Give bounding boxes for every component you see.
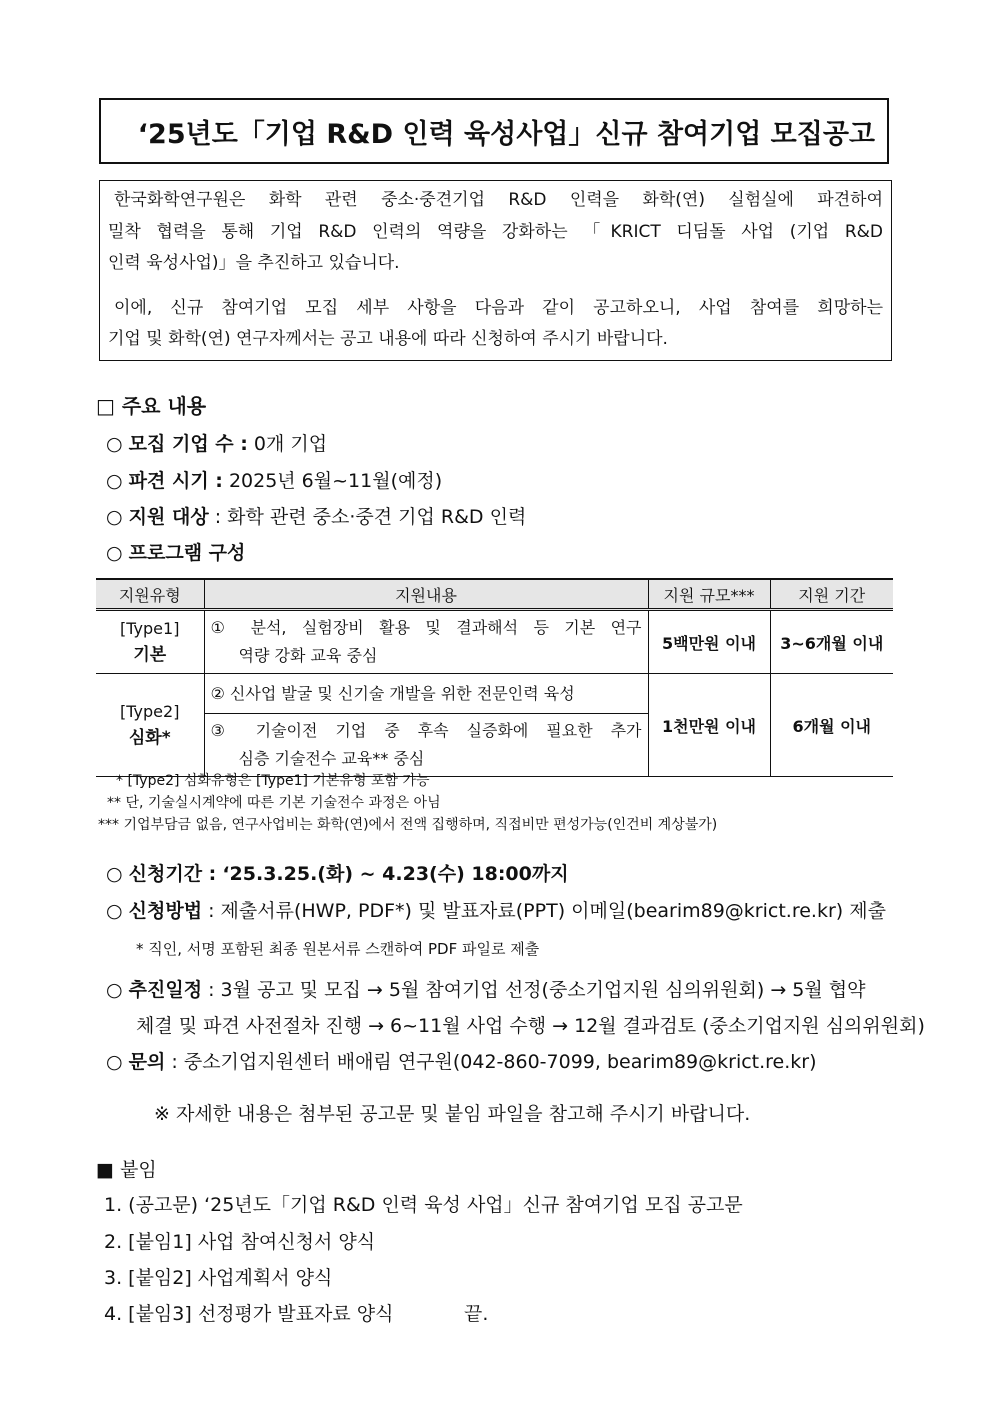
item-label: 프로그램 구성 xyxy=(128,542,246,564)
table-header-row xyxy=(96,579,893,610)
intro-p1-line3: 인력 육성사업)」을 추진하고 있습니다. xyxy=(108,253,400,273)
bullet-mark: ○ xyxy=(106,1051,123,1073)
item-label: 파견 시기 : xyxy=(128,470,223,492)
type2-scale: 1천만원 이내 xyxy=(648,674,770,777)
item-contact xyxy=(106,1047,817,1074)
type1-content xyxy=(204,610,648,674)
type1-cell xyxy=(96,610,204,674)
table-note-3: *** 기업부담금 없음, 연구사업비는 화학(연)에서 전액 집행하며, 직접비만 편성가능(인건비 계상불가) xyxy=(98,817,718,833)
contact-label: 문의 xyxy=(128,1051,166,1073)
item-value: 2025년 6월~11월(예정) xyxy=(228,470,443,492)
item-label: 지원 대상 xyxy=(128,506,209,528)
intro-p1-line1: 한국화학연구원은 화학 관련 중소·중견기업 R&D 인력을 화학(연) 실험실에 파견하여 xyxy=(114,190,883,210)
apply-period-label: 신청기간 : xyxy=(128,863,217,885)
item-recruit-count xyxy=(106,429,327,456)
type1-content-line1: ① 분석, 실험장비 활용 및 결과해석 등 기본 연구 xyxy=(210,618,642,637)
item-schedule xyxy=(106,975,865,1002)
item-value: : 화학 관련 중소·중견 기업 R&D 인력 xyxy=(214,506,527,528)
type2-content-a: ② 신사업 발굴 및 신기술 개발을 위한 전문인력 육성 xyxy=(204,674,648,714)
type1-content-line2: 역량 강화 교육 중심 xyxy=(238,646,378,665)
reference-note: ※ 자세한 내용은 첨부된 공고문 및 붙임 파일을 참고해 주시기 바랍니다. xyxy=(154,1103,751,1125)
table-row-type2-a xyxy=(96,674,893,714)
item-support-target xyxy=(106,502,526,529)
end-mark: 끝. xyxy=(464,1303,489,1325)
schedule-line1: : 3월 공고 및 모집 → 5월 참여기업 선정(중소기업지원 심의위원회) → 5월 협약 xyxy=(208,979,866,1001)
table-row-type1 xyxy=(96,610,893,674)
apply-period-value: ‘25.3.25.(화) ~ 4.23(수) 18:00까지 xyxy=(222,863,569,885)
apply-method-value: : 제출서류(HWP, PDF*) 및 발표자료(PPT) 이메일(bearim89@krict.re.kr) 제출 xyxy=(208,900,886,922)
type1-code: [Type1] xyxy=(120,619,180,638)
bullet-mark: ○ xyxy=(106,542,123,564)
item-apply-method xyxy=(106,896,886,923)
header-scale: 지원 규모*** xyxy=(648,579,770,610)
item-program xyxy=(106,538,245,565)
program-table xyxy=(96,578,893,777)
schedule-line2: 체결 및 파견 사전절차 진행 → 6~11월 사업 수행 → 12월 결과검토 (중소기업지원 심의위원회) xyxy=(136,1015,925,1037)
header-period: 지원 기간 xyxy=(770,579,893,610)
table-note-1: * [Type2] 심화유형은 [Type1] 기본유형 포함 가능 xyxy=(116,773,430,789)
item-apply-period xyxy=(106,859,569,886)
bullet-mark: ○ xyxy=(106,900,123,922)
title-box xyxy=(99,98,889,164)
bullet-mark: ○ xyxy=(106,433,123,455)
type2-cell xyxy=(96,674,204,777)
attachment-item-1: 1. (공고문) ‘25년도「기업 R&D 인력 육성 사업」신규 참여기업 모집 공고문 xyxy=(104,1194,743,1216)
attachments-heading: ■ 붙임 xyxy=(96,1159,157,1181)
type1-period: 3~6개월 이내 xyxy=(770,610,893,674)
type2-name: 심화* xyxy=(128,728,171,748)
section-heading: □ 주요 내용 xyxy=(96,394,207,418)
type1-name: 기본 xyxy=(133,645,167,665)
apply-method-note: * 직인, 서명 포함된 최종 원본서류 스캔하여 PDF 파일로 제출 xyxy=(136,940,540,958)
type2-code: [Type2] xyxy=(120,702,180,721)
bullet-mark: ○ xyxy=(106,470,123,492)
item-label: 모집 기업 수 : xyxy=(128,433,248,455)
bullet-mark: ○ xyxy=(106,863,123,885)
intro-p2-line2: 기업 및 화학(연) 연구자께서는 공고 내용에 따라 신청하여 주시기 바랍니다. xyxy=(108,329,668,349)
attachment-item-3: 3. [붙임2] 사업계획서 양식 xyxy=(104,1267,333,1289)
header-type: 지원유형 xyxy=(96,579,204,610)
type2-content-b xyxy=(204,714,648,777)
item-dispatch-period xyxy=(106,466,442,493)
intro-p1-line2: 밀착 협력을 통해 기업 R&D 인력의 역량을 강화하는 「KRICT 디딤돌 사업 (기업 R&D xyxy=(108,222,883,242)
type2-content-b-line1: ③ 기술이전 기업 중 후속 실증화에 필요한 추가 xyxy=(210,721,642,740)
apply-method-label: 신청방법 xyxy=(128,900,203,922)
attachment-item-2: 2. [붙임1] 사업 참여신청서 양식 xyxy=(104,1231,376,1253)
contact-value: : 중소기업지원센터 배애림 연구원(042-860-7099, bearim89@krict.re.kr) xyxy=(171,1051,817,1073)
type1-scale: 5백만원 이내 xyxy=(648,610,770,674)
intro-p2-line1: 이에, 신규 참여기업 모집 세부 사항을 다음과 같이 공고하오니, 사업 참여를 희망하는 xyxy=(114,298,883,318)
type2-content-b-line2: 심층 기술전수 교육** 중심 xyxy=(238,749,425,768)
intro-box xyxy=(99,180,892,361)
header-content: 지원내용 xyxy=(204,579,648,610)
schedule-label: 추진일정 xyxy=(128,979,203,1001)
attachment-item-4: 4. [붙임3] 선정평가 발표자료 양식 xyxy=(104,1303,394,1325)
page-title: ‘25년도「기업 R&D 인력 육성사업」신규 참여기업 모집공고 xyxy=(137,118,875,150)
item-value: 0개 기업 xyxy=(253,433,328,455)
bullet-mark: ○ xyxy=(106,979,123,1001)
table-note-2: ** 단, 기술실시계약에 따른 기본 기술전수 과정은 아님 xyxy=(107,795,441,811)
type2-period: 6개월 이내 xyxy=(770,674,893,777)
bullet-mark: ○ xyxy=(106,506,123,528)
